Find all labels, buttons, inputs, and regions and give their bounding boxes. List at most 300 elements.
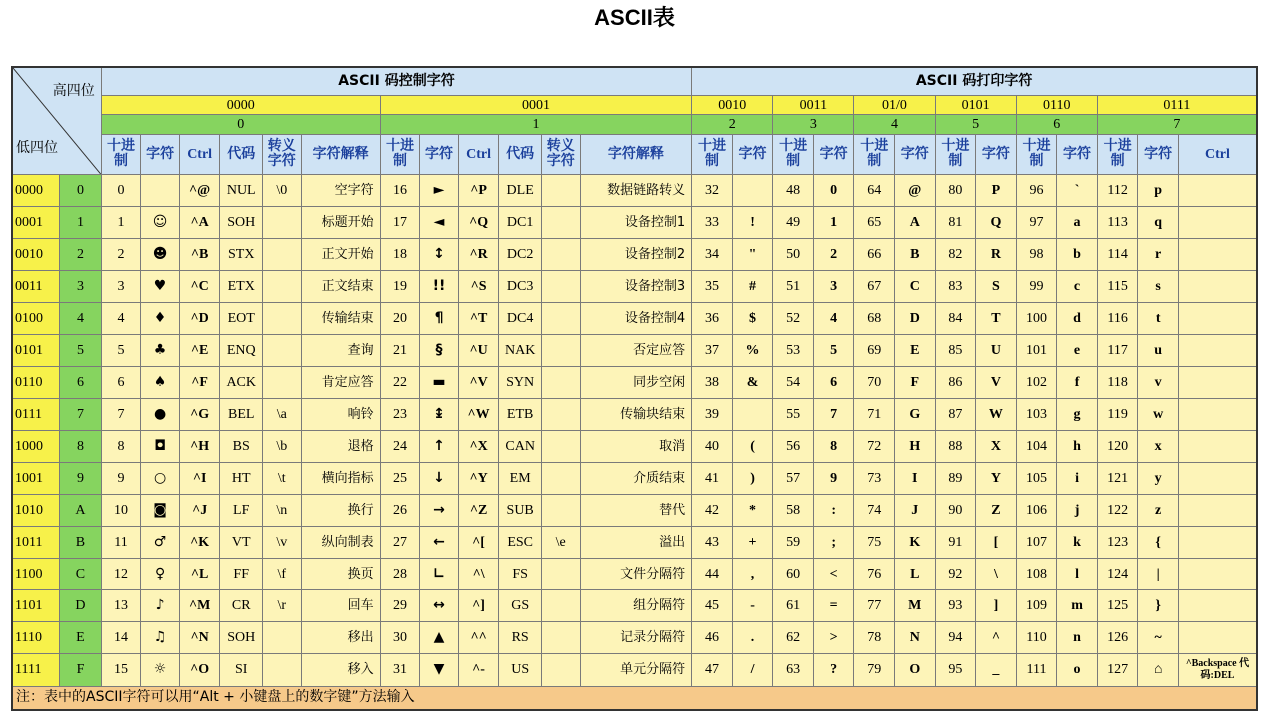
dec-cell: 77	[854, 590, 895, 622]
dec-cell: 61	[773, 590, 814, 622]
dec-cell: 95	[935, 654, 976, 686]
escape-cell: \v	[263, 526, 302, 558]
char-cell: S	[976, 270, 1017, 302]
escape-cell	[541, 430, 580, 462]
meaning-cell: 传输结束	[301, 302, 380, 334]
char-cell: ,	[732, 558, 773, 590]
low-bin-cell: 0100	[12, 302, 60, 334]
meaning-cell: 介质结束	[580, 462, 692, 494]
ctrl-cell: ^@	[179, 175, 220, 207]
dec-cell: 3	[101, 270, 141, 302]
table-row	[12, 494, 1257, 526]
escape-cell	[541, 334, 580, 366]
meaning-cell: 标题开始	[301, 207, 380, 239]
char-cell: ♦	[141, 302, 180, 334]
meaning-cell: 回车	[301, 590, 380, 622]
char-cell: K	[895, 526, 936, 558]
char-cell: 6	[813, 366, 854, 398]
char-cell: B	[895, 239, 936, 271]
char-cell: (	[732, 430, 773, 462]
dec-cell: 123	[1097, 526, 1138, 558]
dec-cell: 55	[773, 398, 814, 430]
char-cell: ○	[141, 462, 180, 494]
ctrl-cell	[1178, 494, 1257, 526]
code-cell: CR	[220, 590, 263, 622]
char-cell: W	[976, 398, 1017, 430]
char-cell: ~	[1138, 622, 1179, 654]
low-hex-cell: 2	[60, 239, 102, 271]
low-hex-cell: 6	[60, 366, 102, 398]
char-cell: i	[1057, 462, 1098, 494]
low-nibble-label: 低四位	[16, 140, 58, 157]
char-cell: ▬	[420, 366, 459, 398]
char-cell: §	[420, 334, 459, 366]
low-bin-cell: 0000	[12, 175, 60, 207]
meaning-cell: 空字符	[301, 175, 380, 207]
dec-cell: 42	[692, 494, 733, 526]
dec-cell: 89	[935, 462, 976, 494]
meaning-cell: 取消	[580, 430, 692, 462]
high-bin-cell: 0111	[1097, 96, 1257, 115]
dec-cell: 26	[380, 494, 420, 526]
char-cell: T	[976, 302, 1017, 334]
dec-cell: 96	[1016, 175, 1057, 207]
dec-cell: 71	[854, 398, 895, 430]
char-cell: }	[1138, 590, 1179, 622]
ctrl-cell: ^[	[458, 526, 499, 558]
code-cell: DC2	[499, 239, 542, 271]
dec-cell: 13	[101, 590, 141, 622]
ctrl-cell: ^W	[458, 398, 499, 430]
char-cell: 0	[813, 175, 854, 207]
meaning-cell: 查询	[301, 334, 380, 366]
char-cell: H	[895, 430, 936, 462]
dec-cell: 1	[101, 207, 141, 239]
char-cell: G	[895, 398, 936, 430]
dec-cell: 20	[380, 302, 420, 334]
dec-cell: 33	[692, 207, 733, 239]
meaning-cell: 正文开始	[301, 239, 380, 271]
high-hex-cell: 5	[935, 115, 1016, 134]
char-cell: ☻	[141, 239, 180, 271]
dec-cell: 62	[773, 622, 814, 654]
code-cell: DC1	[499, 207, 542, 239]
high-hex-cell: 2	[692, 115, 773, 134]
ctrl-cell: ^R	[458, 239, 499, 271]
char-cell: C	[895, 270, 936, 302]
dec-cell: 34	[692, 239, 733, 271]
char-cell: /	[732, 654, 773, 686]
col-header-dec: 十进制	[692, 134, 733, 174]
dec-cell: 59	[773, 526, 814, 558]
code-cell: ETX	[220, 270, 263, 302]
char-cell: ♥	[141, 270, 180, 302]
char-cell: Q	[976, 207, 1017, 239]
code-cell: RS	[499, 622, 542, 654]
escape-cell	[263, 239, 302, 271]
meaning-cell: 设备控制3	[580, 270, 692, 302]
escape-cell: \n	[263, 494, 302, 526]
dec-cell: 121	[1097, 462, 1138, 494]
ctrl-cell	[1178, 430, 1257, 462]
char-cell: v	[1138, 366, 1179, 398]
escape-cell	[263, 334, 302, 366]
dec-cell: 122	[1097, 494, 1138, 526]
char-cell: ;	[813, 526, 854, 558]
char-cell: N	[895, 622, 936, 654]
dec-cell: 105	[1016, 462, 1057, 494]
dec-cell: 44	[692, 558, 733, 590]
dec-cell: 66	[854, 239, 895, 271]
code-cell: ESC	[499, 526, 542, 558]
dec-cell: 79	[854, 654, 895, 686]
col-header-dec: 十进制	[854, 134, 895, 174]
char-cell	[141, 175, 180, 207]
code-cell: DLE	[499, 175, 542, 207]
dec-cell: 35	[692, 270, 733, 302]
meaning-cell: 组分隔符	[580, 590, 692, 622]
code-cell: HT	[220, 462, 263, 494]
char-cell: ▲	[420, 622, 459, 654]
escape-cell	[263, 302, 302, 334]
col-header-char: 字符	[976, 134, 1017, 174]
dec-cell: 38	[692, 366, 733, 398]
char-cell: c	[1057, 270, 1098, 302]
ctrl-cell: ^S	[458, 270, 499, 302]
dec-cell: 116	[1097, 302, 1138, 334]
dec-cell: 32	[692, 175, 733, 207]
meaning-cell: 移入	[301, 654, 380, 686]
code-cell: DC3	[499, 270, 542, 302]
table-row	[12, 207, 1257, 239]
char-cell: O	[895, 654, 936, 686]
dec-cell: 93	[935, 590, 976, 622]
char-cell: x	[1138, 430, 1179, 462]
dec-cell: 115	[1097, 270, 1138, 302]
dec-cell: 70	[854, 366, 895, 398]
dec-cell: 10	[101, 494, 141, 526]
char-cell: a	[1057, 207, 1098, 239]
char-cell: I	[895, 462, 936, 494]
col-header-dec: 十进制	[380, 134, 420, 174]
dec-cell: 83	[935, 270, 976, 302]
low-bin-cell: 0001	[12, 207, 60, 239]
dec-cell: 36	[692, 302, 733, 334]
ctrl-cell	[1178, 558, 1257, 590]
char-cell	[732, 175, 773, 207]
char-cell: %	[732, 334, 773, 366]
code-cell: NAK	[499, 334, 542, 366]
low-hex-cell: 9	[60, 462, 102, 494]
dec-cell: 67	[854, 270, 895, 302]
ctrl-cell: ^-	[458, 654, 499, 686]
ctrl-cell	[1178, 207, 1257, 239]
code-cell: EOT	[220, 302, 263, 334]
char-cell: l	[1057, 558, 1098, 590]
escape-cell: \b	[263, 430, 302, 462]
ctrl-cell	[1178, 270, 1257, 302]
table-row	[12, 175, 1257, 207]
dec-cell: 125	[1097, 590, 1138, 622]
ctrl-cell: ^]	[458, 590, 499, 622]
code-cell: ACK	[220, 366, 263, 398]
escape-cell	[263, 622, 302, 654]
ctrl-cell: ^A	[179, 207, 220, 239]
dec-cell: 107	[1016, 526, 1057, 558]
dec-cell: 22	[380, 366, 420, 398]
char-cell: E	[895, 334, 936, 366]
col-header-escape: 转义字符	[263, 134, 302, 174]
dec-cell: 56	[773, 430, 814, 462]
dec-cell: 27	[380, 526, 420, 558]
low-bin-cell: 1110	[12, 622, 60, 654]
code-cell: EM	[499, 462, 542, 494]
dec-cell: 21	[380, 334, 420, 366]
dec-cell: 94	[935, 622, 976, 654]
low-hex-cell: C	[60, 558, 102, 590]
ctrl-cell: ^L	[179, 558, 220, 590]
ctrl-cell	[1178, 239, 1257, 271]
dec-cell: 40	[692, 430, 733, 462]
char-cell: →	[420, 494, 459, 526]
col-header-meaning: 字符解释	[580, 134, 692, 174]
code-cell: SUB	[499, 494, 542, 526]
low-hex-cell: 3	[60, 270, 102, 302]
char-cell: -	[732, 590, 773, 622]
high-hex-cell: 6	[1016, 115, 1097, 134]
meaning-cell: 同步空闲	[580, 366, 692, 398]
char-cell: :	[813, 494, 854, 526]
char-cell: ←	[420, 526, 459, 558]
dec-cell: 98	[1016, 239, 1057, 271]
high-nibble-label: 高四位	[52, 83, 95, 99]
char-cell: s	[1138, 270, 1179, 302]
code-cell: FS	[499, 558, 542, 590]
char-cell: ]	[976, 590, 1017, 622]
high-hex-cell: 7	[1097, 115, 1257, 134]
dec-cell: 9	[101, 462, 141, 494]
col-header-char: 字符	[1138, 134, 1179, 174]
escape-cell	[541, 302, 580, 334]
low-hex-cell: 4	[60, 302, 102, 334]
ctrl-cell: ^D	[179, 302, 220, 334]
code-cell: ENQ	[220, 334, 263, 366]
char-cell: ◄	[420, 207, 459, 239]
high-bin-cell: 0000	[101, 96, 380, 115]
char-cell: e	[1057, 334, 1098, 366]
dec-cell: 31	[380, 654, 420, 686]
dec-cell: 52	[773, 302, 814, 334]
char-cell: r	[1138, 239, 1179, 271]
char-cell: ☼	[141, 654, 180, 686]
meaning-cell: 溢出	[580, 526, 692, 558]
low-hex-cell: A	[60, 494, 102, 526]
dec-cell: 7	[101, 398, 141, 430]
ctrl-cell: ^B	[179, 239, 220, 271]
dec-cell: 99	[1016, 270, 1057, 302]
char-cell: d	[1057, 302, 1098, 334]
table-row	[12, 430, 1257, 462]
char-cell: 4	[813, 302, 854, 334]
col-header-dec: 十进制	[1016, 134, 1057, 174]
char-cell: h	[1057, 430, 1098, 462]
escape-cell	[541, 558, 580, 590]
char-cell: g	[1057, 398, 1098, 430]
dec-cell: 11	[101, 526, 141, 558]
code-cell: VT	[220, 526, 263, 558]
ctrl-cell: ^C	[179, 270, 220, 302]
char-cell: 5	[813, 334, 854, 366]
dec-cell: 117	[1097, 334, 1138, 366]
char-cell: J	[895, 494, 936, 526]
char-cell: !!	[420, 270, 459, 302]
escape-cell	[541, 462, 580, 494]
escape-cell: \r	[263, 590, 302, 622]
char-cell: @	[895, 175, 936, 207]
code-cell: SOH	[220, 207, 263, 239]
dec-cell: 45	[692, 590, 733, 622]
dec-cell: 104	[1016, 430, 1057, 462]
table-row	[12, 590, 1257, 622]
char-cell: y	[1138, 462, 1179, 494]
meaning-cell: 否定应答	[580, 334, 692, 366]
col-header-char: 字符	[813, 134, 854, 174]
dec-cell: 86	[935, 366, 976, 398]
code-cell: US	[499, 654, 542, 686]
escape-cell: \f	[263, 558, 302, 590]
dec-cell: 49	[773, 207, 814, 239]
char-cell: "	[732, 239, 773, 271]
dec-cell: 113	[1097, 207, 1138, 239]
ctrl-cell: ^N	[179, 622, 220, 654]
col-header-code: 代码	[499, 134, 542, 174]
dec-cell: 82	[935, 239, 976, 271]
char-cell: |	[1138, 558, 1179, 590]
col-header-dec: 十进制	[935, 134, 976, 174]
char-cell: z	[1138, 494, 1179, 526]
meaning-cell: 纵向制表	[301, 526, 380, 558]
low-bin-cell: 0010	[12, 239, 60, 271]
dec-cell: 68	[854, 302, 895, 334]
char-cell: #	[732, 270, 773, 302]
dec-cell: 41	[692, 462, 733, 494]
dec-cell: 114	[1097, 239, 1138, 271]
ctrl-cell	[1178, 526, 1257, 558]
escape-cell: \a	[263, 398, 302, 430]
dec-cell: 8	[101, 430, 141, 462]
dec-cell: 39	[692, 398, 733, 430]
ctrl-cell	[1178, 366, 1257, 398]
dec-cell: 72	[854, 430, 895, 462]
dec-cell: 50	[773, 239, 814, 271]
dec-cell: 75	[854, 526, 895, 558]
col-header-char: 字符	[420, 134, 459, 174]
ctrl-cell	[1178, 398, 1257, 430]
char-cell: 1	[813, 207, 854, 239]
char-cell: F	[895, 366, 936, 398]
high-hex-cell: 0	[101, 115, 380, 134]
char-cell: 2	[813, 239, 854, 271]
char-cell: ♂	[141, 526, 180, 558]
col-header-escape: 转义字符	[541, 134, 580, 174]
dec-cell: 47	[692, 654, 733, 686]
meaning-cell: 替代	[580, 494, 692, 526]
char-cell: ¶	[420, 302, 459, 334]
low-bin-cell: 1101	[12, 590, 60, 622]
char-cell: ◘	[141, 430, 180, 462]
col-header-dec: 十进制	[101, 134, 141, 174]
table-row	[12, 462, 1257, 494]
high-bin-cell: 01/0	[854, 96, 935, 115]
code-cell: SYN	[499, 366, 542, 398]
dec-cell: 110	[1016, 622, 1057, 654]
code-cell: GS	[499, 590, 542, 622]
low-bin-cell: 1011	[12, 526, 60, 558]
high-hex-cell: 3	[773, 115, 854, 134]
ctrl-cell	[1178, 622, 1257, 654]
char-cell: u	[1138, 334, 1179, 366]
dec-cell: 14	[101, 622, 141, 654]
dec-cell: 63	[773, 654, 814, 686]
char-cell: U	[976, 334, 1017, 366]
char-cell: k	[1057, 526, 1098, 558]
dec-cell: 85	[935, 334, 976, 366]
col-header-ctrl: Ctrl	[1178, 134, 1257, 174]
col-header-ctrl: Ctrl	[179, 134, 220, 174]
dec-cell: 6	[101, 366, 141, 398]
low-hex-cell: 5	[60, 334, 102, 366]
table-row	[12, 302, 1257, 334]
meaning-cell: 设备控制1	[580, 207, 692, 239]
meaning-cell: 数据链路转义	[580, 175, 692, 207]
ctrl-cell: ^U	[458, 334, 499, 366]
table-row	[12, 398, 1257, 430]
high-hex-cell: 4	[854, 115, 935, 134]
ctrl-cell: ^I	[179, 462, 220, 494]
code-cell: SI	[220, 654, 263, 686]
ctrl-cell: ^H	[179, 430, 220, 462]
code-cell: ETB	[499, 398, 542, 430]
dec-cell: 106	[1016, 494, 1057, 526]
dec-cell: 119	[1097, 398, 1138, 430]
low-hex-cell: B	[60, 526, 102, 558]
low-bin-cell: 1000	[12, 430, 60, 462]
col-header-char: 字符	[732, 134, 773, 174]
dec-cell: 19	[380, 270, 420, 302]
char-cell: j	[1057, 494, 1098, 526]
char-cell: w	[1138, 398, 1179, 430]
char-cell: L	[895, 558, 936, 590]
table-row	[12, 334, 1257, 366]
dec-cell: 58	[773, 494, 814, 526]
escape-cell: \t	[263, 462, 302, 494]
meaning-cell: 传输块结束	[580, 398, 692, 430]
char-cell: ?	[813, 654, 854, 686]
escape-cell	[541, 654, 580, 686]
dec-cell: 37	[692, 334, 733, 366]
low-hex-cell: F	[60, 654, 102, 686]
char-cell: `	[1057, 175, 1098, 207]
escape-cell	[541, 239, 580, 271]
char-cell: D	[895, 302, 936, 334]
high-bin-cell: 0001	[380, 96, 692, 115]
meaning-cell: 设备控制4	[580, 302, 692, 334]
dec-cell: 57	[773, 462, 814, 494]
dec-cell: 80	[935, 175, 976, 207]
footer-note: 注：表中的ASCII字符可以用“Alt + 小键盘上的数字键”方法输入	[12, 686, 1257, 710]
char-cell: 8	[813, 430, 854, 462]
char-cell: &	[732, 366, 773, 398]
